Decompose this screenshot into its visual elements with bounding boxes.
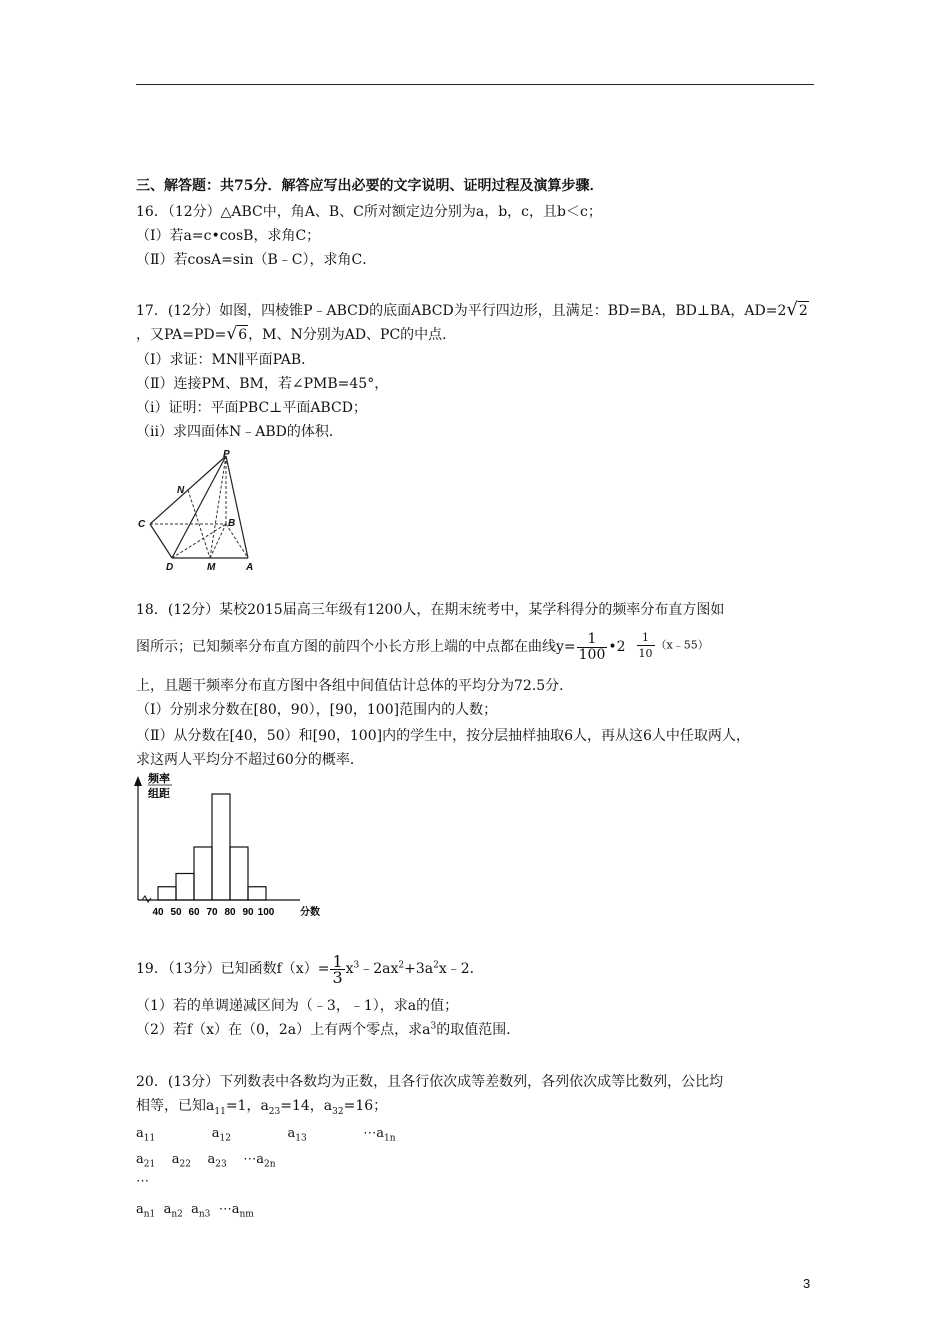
label-d: D	[166, 562, 174, 573]
q18-part2: （Ⅱ）从分数在[40，50）和[90，100]内的学生中，按分层抽样抽取6人，再从这6人中任取两人，	[136, 728, 750, 744]
q18-stem-b: 图所示；已知频率分布直方图的前四个小长方形上端的中点都在曲线y=	[136, 639, 576, 655]
frac-numerator: 1	[637, 630, 655, 646]
q17-part2ii: （ii）求四面体N﹣ABD的体积．	[136, 424, 343, 440]
label-a: A	[246, 562, 254, 573]
cell: a	[163, 1202, 172, 1217]
q19-term: ﹣2ax	[359, 961, 399, 977]
x-tick-label: 90	[242, 907, 254, 918]
cell: a	[211, 1126, 220, 1141]
q17-stem-b: ，又PA=PD=	[136, 327, 227, 343]
cell-sub: n3	[198, 1209, 211, 1220]
histogram-bar	[230, 847, 248, 900]
q19-exp: 3	[353, 960, 360, 971]
ylabel-top: 频率	[148, 773, 170, 785]
q20-table-row-2	[136, 1150, 276, 1170]
label-p: P	[223, 449, 230, 460]
x-tick-label: 40	[152, 907, 164, 918]
q18-base-2: •2	[608, 639, 626, 655]
q19-stem-a: 19．（13分）已知函数f（x）=	[136, 961, 330, 977]
q19-part1: （1）若的单调递减区间为（﹣3，﹣1），求a的值；	[136, 998, 459, 1014]
q20-text: =14，a	[280, 1098, 333, 1114]
pyramid-figure	[134, 448, 264, 574]
histogram-chart	[130, 770, 330, 920]
axis-break-mark	[142, 896, 151, 902]
q18-exp-tail: （x﹣55）	[655, 638, 709, 652]
cell: a	[191, 1202, 199, 1217]
q17-part1: （Ⅰ）求证：MN∥平面PAB．	[136, 352, 316, 368]
q20-text: =1，a	[225, 1098, 269, 1114]
q20-text: 相等，已知a	[136, 1098, 215, 1114]
q18-part1: （Ⅰ）分别求分数在[80，90），[90，100]范围内的人数；	[136, 702, 498, 718]
q17-stem-a: 17．(12分）如图，四棱锥P﹣ABCD的底面ABCD为平行四边形，且满足：BD=BA，BD⊥BA，AD=2	[136, 303, 787, 319]
q20-sub: 23	[268, 1106, 281, 1117]
histogram-bar	[194, 847, 212, 900]
cell-sub: 11	[143, 1133, 156, 1144]
header-rule	[136, 84, 814, 85]
histogram-bar	[176, 874, 194, 901]
q17-stem-line1	[136, 300, 809, 321]
q20-sub: 32	[332, 1106, 344, 1117]
frac-denominator: 10	[638, 647, 653, 660]
label-m: M	[207, 562, 216, 573]
q17-sqrt6: 6	[238, 327, 248, 343]
q20-sub: 11	[214, 1106, 226, 1117]
cell: ⋯a	[363, 1126, 385, 1141]
frac-denominator: 100	[578, 646, 606, 663]
q19-part2-exp: 3	[430, 1021, 437, 1032]
x-tick-label: 100	[257, 907, 275, 918]
cell-sub: 1n	[384, 1133, 396, 1144]
x-tick-label: 50	[170, 907, 182, 918]
q19-term: x﹣2．	[438, 961, 484, 977]
q18-stem-line1: 18．(12分）某校2015届高三年级有1200人，在期末统考中，某学科得分的频率分布直方图如	[136, 602, 725, 618]
q20-text: =16；	[343, 1098, 388, 1114]
section-heading: 三、解答题：共75分．解答应写出必要的文字说明、证明过程及演算步骤．	[136, 178, 604, 194]
cell-sub: 22	[179, 1159, 191, 1170]
frac-denominator: 3	[332, 967, 343, 987]
q18-part2-cont: 求这两人平均分不超过60分的概率．	[136, 752, 364, 768]
cell: a	[287, 1126, 296, 1141]
q19-part2-text-end: 的取值范围．	[436, 1022, 521, 1038]
histogram-bar	[248, 887, 266, 900]
cell: a	[171, 1152, 180, 1167]
q20-stem-line2	[136, 1096, 387, 1116]
cell-sub: 21	[143, 1159, 156, 1170]
cell-sub: 12	[219, 1133, 231, 1144]
q18-stem-line3: 上，且题干频率分布直方图中各组中间值估计总体的平均分为72.5分．	[136, 678, 574, 694]
q19-fraction-1-3	[330, 951, 344, 987]
cell: a	[207, 1152, 216, 1167]
cell-sub: 23	[215, 1159, 227, 1170]
q16-part2: （Ⅱ）若cosA=sin（B﹣C），求角C．	[136, 252, 377, 268]
q19-term: x	[345, 961, 354, 977]
sqrt-symbol: √	[786, 299, 798, 320]
cell: a	[136, 1152, 144, 1167]
ylabel-bottom: 组距	[148, 788, 170, 800]
q17-part2: （Ⅱ）连接PM、BM，若∠PMB=45°，	[136, 376, 389, 392]
q17-part2i: （i）证明：平面PBC⊥平面ABCD；	[136, 400, 367, 416]
edge-db	[172, 524, 226, 558]
q16-stem: 16．（12分）△ABC中，角A、B、C所对额定边分别为a，b，c，且b＜c；	[136, 204, 602, 220]
q19-part2	[136, 1020, 520, 1040]
q17-stem-c: ，M、N分别为AD、PC的中点．	[248, 327, 457, 343]
edge-cd	[150, 524, 172, 558]
frac-numerator: 1	[577, 632, 608, 648]
q16-part1: （Ⅰ）若a=c•cosB，求角C；	[136, 228, 321, 244]
q20-table-row-1	[136, 1124, 396, 1144]
q20-table-ellipsis: ⋯	[136, 1174, 149, 1189]
frac-numerator: 1	[332, 951, 343, 971]
q18-stem-line2	[136, 630, 709, 664]
q18-fraction-1-100	[577, 632, 608, 663]
y-axis-arrow	[134, 776, 142, 786]
x-tick-label: 80	[224, 907, 236, 918]
q20-table-row-n	[136, 1200, 254, 1220]
edge-pa	[226, 456, 248, 558]
cell: ⋯a	[243, 1152, 265, 1167]
q20-stem-line1: 20．(13分）下列数表中各数均为正数，且各行依次成等差数列，各列依次成等比数列，公比均	[136, 1074, 724, 1090]
q19-term: +3a	[404, 961, 434, 977]
cell-sub: 13	[295, 1133, 307, 1144]
cell-sub: nm	[239, 1209, 254, 1220]
q18-fraction-1-10	[637, 630, 655, 661]
histogram-bar	[212, 794, 230, 900]
cell: a	[136, 1126, 144, 1141]
label-b: B	[228, 518, 236, 529]
label-c: C	[138, 519, 146, 530]
xlabel: 分数	[300, 907, 320, 918]
q19-stem	[136, 952, 484, 986]
q19-exp: 2	[398, 960, 405, 971]
cell-sub: n2	[171, 1209, 183, 1220]
cell: ⋯a	[218, 1202, 240, 1217]
sqrt-symbol: √	[226, 324, 238, 344]
q17-stem-line2	[136, 324, 456, 345]
page-number: 3	[803, 1276, 811, 1291]
cell-sub: n1	[143, 1209, 156, 1220]
q17-sqrt2: 2	[798, 303, 808, 319]
q19-exp: 2	[433, 960, 439, 971]
cell: a	[136, 1202, 144, 1217]
label-n: N	[177, 485, 185, 496]
q19-part2-text: （2）若f（x）在（0，2a）上有两个零点，求a	[136, 1022, 431, 1038]
q18-exponent	[636, 630, 709, 661]
x-tick-label: 70	[206, 907, 218, 918]
cell-sub: 2n	[264, 1159, 276, 1170]
x-tick-label: 60	[188, 907, 200, 918]
histogram-bar	[158, 887, 176, 900]
